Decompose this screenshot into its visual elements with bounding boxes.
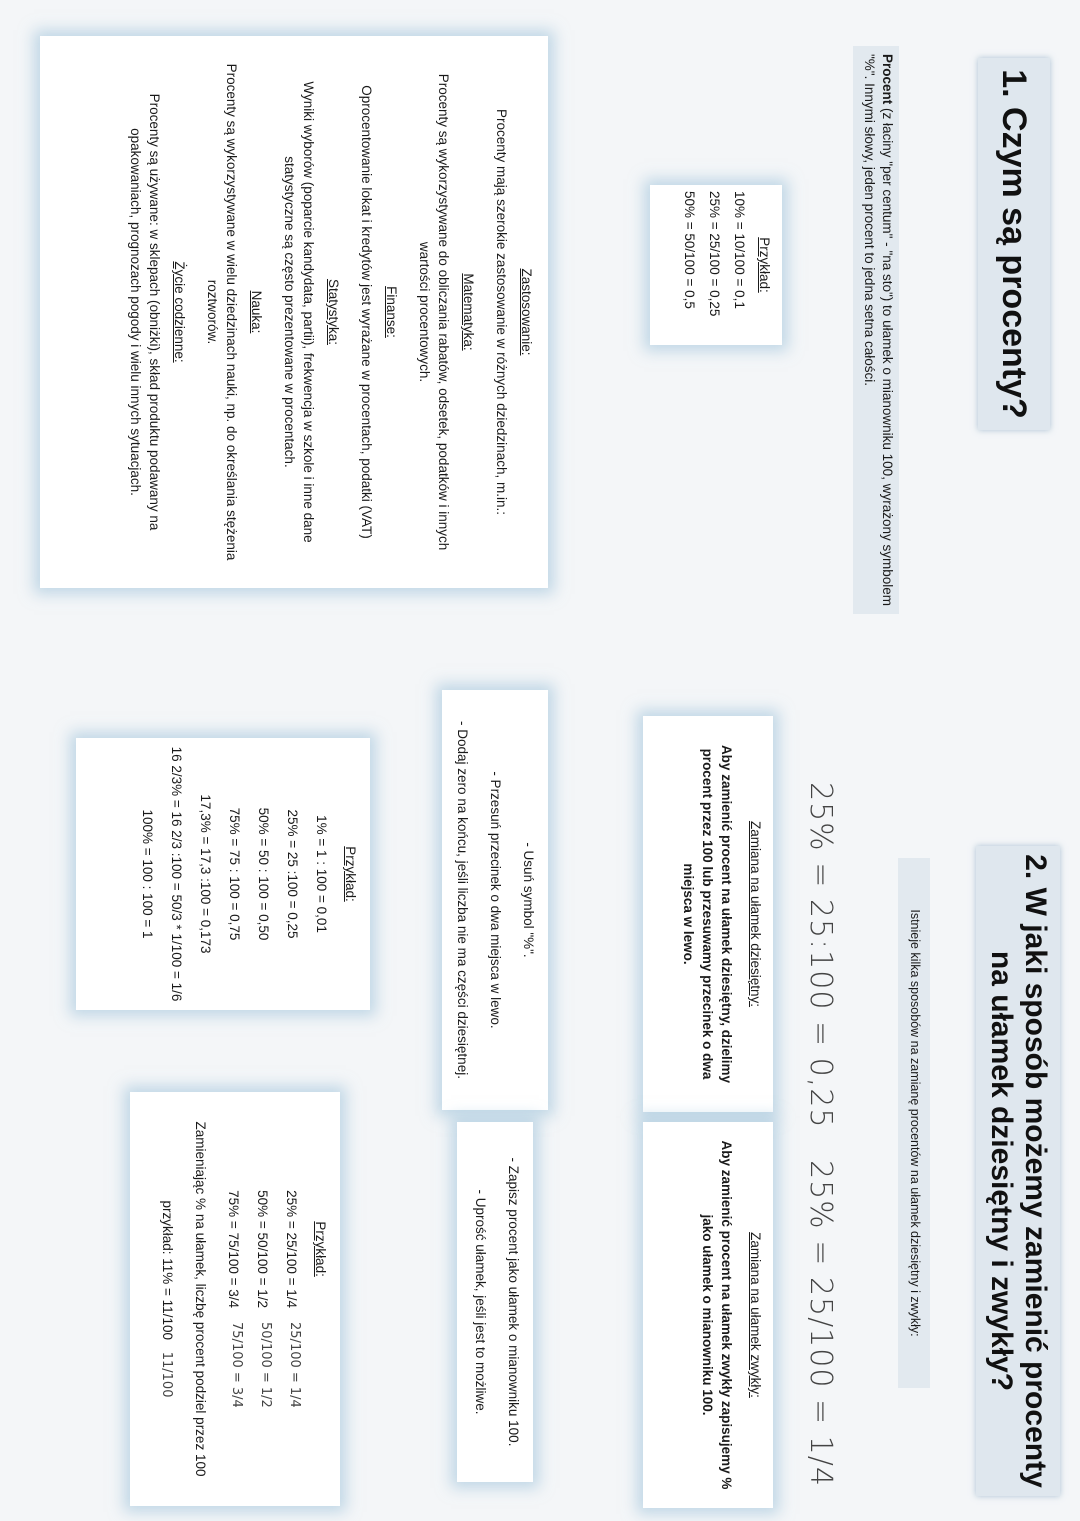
- handwritten-rule-note: 11/100: [159, 1351, 174, 1398]
- daily-heading: Życie codzienne:: [172, 261, 187, 363]
- decimal-example-heading: Przykład:: [343, 846, 358, 902]
- finance-heading: Finanse:: [384, 286, 399, 338]
- decimal-steps-box: [442, 690, 548, 1110]
- common-example-heading: Przykład:: [313, 1221, 328, 1277]
- common-rule: Zamieniając % na ułamek, liczbę procent podziel przez 100: [193, 1121, 208, 1477]
- uses-heading: Zastosowanie:: [519, 268, 534, 356]
- definition-text: (z łaciny "per centum" - "na sto") to ułamek o mianowniku 100, wyrażony symbolem "%". Innymi słowy, jeden procent to jedna setna całości.: [862, 54, 895, 606]
- decimal-step: - Przesuń przecinek o dwa miejsca w lewo.: [488, 771, 503, 1029]
- percent-definition: [853, 46, 899, 614]
- stats-heading: Statystyka:: [326, 278, 341, 346]
- decimal-example-line: 50% = 50 : 100 = 0,50: [256, 807, 271, 941]
- handwritten-common-text: 25% = 25/100 = 1/4: [803, 1160, 838, 1487]
- decimal-example-box: [76, 738, 370, 1010]
- handwritten-simplification: 75/100 = 3/4: [229, 1322, 244, 1408]
- common-example-line: 50% = 50/100 = 1/2: [255, 1190, 270, 1309]
- section2-title-text: 2. W jaki sposób możemy zamienić procenty na ułamek dziesiętny i zwykły?: [985, 854, 1052, 1488]
- common-example-box: [130, 1092, 340, 1506]
- common-steps-box: [457, 1122, 533, 1482]
- decimal-heading: Zamiana na ułamek dziesiętny:: [748, 820, 763, 1008]
- section1-title-text: 1. Czym są procenty?: [995, 69, 1034, 419]
- common-step: - Uprość ułamek, jeśli jest to możliwe.: [473, 1189, 488, 1415]
- common-example-line: 25% = 25/100 = 1/4: [284, 1190, 299, 1309]
- section2-intro: [898, 858, 930, 1388]
- section2-title: [976, 846, 1060, 1496]
- common-conversion-box: [643, 1122, 773, 1508]
- section1-example-heading: Przykład:: [757, 237, 772, 293]
- common-rule-example: [157, 1100, 177, 1498]
- math-heading: Matematyka:: [461, 273, 476, 351]
- decimal-example-line: 1% = 1 : 100 = 0,01: [314, 815, 329, 933]
- math-text: Procenty są wykorzystywane do obliczania rabatów, odsetek, podatków i innych wartości procentowych.: [417, 73, 451, 551]
- example-line: 25% = 25/100 = 0,25: [707, 191, 722, 317]
- section1-example-box: [650, 185, 782, 345]
- decimal-step: - Usuń symbol "%".: [521, 842, 536, 958]
- uses-panel: [40, 36, 548, 588]
- common-text: Aby zamienić procent na ułamek zwykły zapisujemy % jako ułamek o mianowniku 100.: [700, 1140, 734, 1490]
- section2-intro-text: Istnieje kilka sposobów na zamianę procentów na ułamek dziesiętny i zwykły:: [908, 909, 922, 1337]
- handwritten-decimal-text: 25% = 25:100 = 0,25: [803, 782, 838, 1129]
- handwritten-common-note: [790, 1160, 838, 1487]
- handwritten-simplification: 25/100 = 1/4: [287, 1322, 302, 1408]
- example-line: 50% = 50/100 = 0,5: [682, 191, 697, 309]
- common-example-line: 75% = 75/100 = 3/4: [226, 1190, 241, 1309]
- common-step: - Zapisz procent jako ułamek o mianowniku 100.: [506, 1157, 521, 1447]
- decimal-example-line: 17,3% = 17,3 :100 = 0,173: [198, 794, 213, 954]
- example-line: 10% = 10/100 = 0,1: [732, 191, 747, 309]
- decimal-text: Aby zamienić procent na ułamek dziesiętny, dzielimy procent przez 100 lub przesuwamy przecinek o dwa miejsca w lewo.: [681, 744, 734, 1084]
- stats-text: Wyniki wyborów (poparcie kandydata, partii), frekwencja w szkole i inne dane statystyczne są często prezentowane w procentach.: [282, 81, 316, 543]
- decimal-step: - Dodaj zero na końcu, jeśli liczba nie ma części dziesiętnej.: [455, 721, 470, 1079]
- common-heading: Zamiana na ułamek zwykły:: [748, 1232, 763, 1398]
- decimal-example-line: 75% = 75 : 100 = 0,75: [227, 807, 242, 941]
- definition-lead: Procent: [880, 54, 895, 105]
- decimal-example-line: 16 2/3% = 16 2/3 :100 = 50/3 * 1/100 = 1/6: [169, 746, 184, 1002]
- handwritten-simplification: 50/100 = 1/2: [258, 1322, 273, 1408]
- science-heading: Nauka:: [249, 290, 264, 334]
- decimal-conversion-box: [643, 716, 773, 1112]
- science-text: Procenty są wykorzystywane w wielu dziedzinach nauki, np. do określania stężenia roztworów.: [205, 63, 239, 561]
- uses-intro: Procenty mają szerokie zastosowanie w różnych dziedzinach, m.in.:: [494, 109, 509, 515]
- handwritten-decimal-note: [790, 782, 838, 1129]
- common-rule-example-text: przykład: 11% = 11/100: [160, 1200, 175, 1340]
- decimal-example-line: 25% = 25 :100 = 0,25: [285, 809, 300, 939]
- section1-title: [978, 58, 1050, 430]
- daily-text: Procenty są używane: w sklepach (obniżki), skład produktu podawany na opakowaniach, prognozach pogody i wielu innych sytuacjach.: [128, 93, 162, 531]
- decimal-example-line: 100% = 100 : 100 = 1: [140, 809, 155, 939]
- finance-text: Oprocentowanie lokat i kredytów jest wyrażane w procentach, podatki (VAT): [359, 85, 374, 539]
